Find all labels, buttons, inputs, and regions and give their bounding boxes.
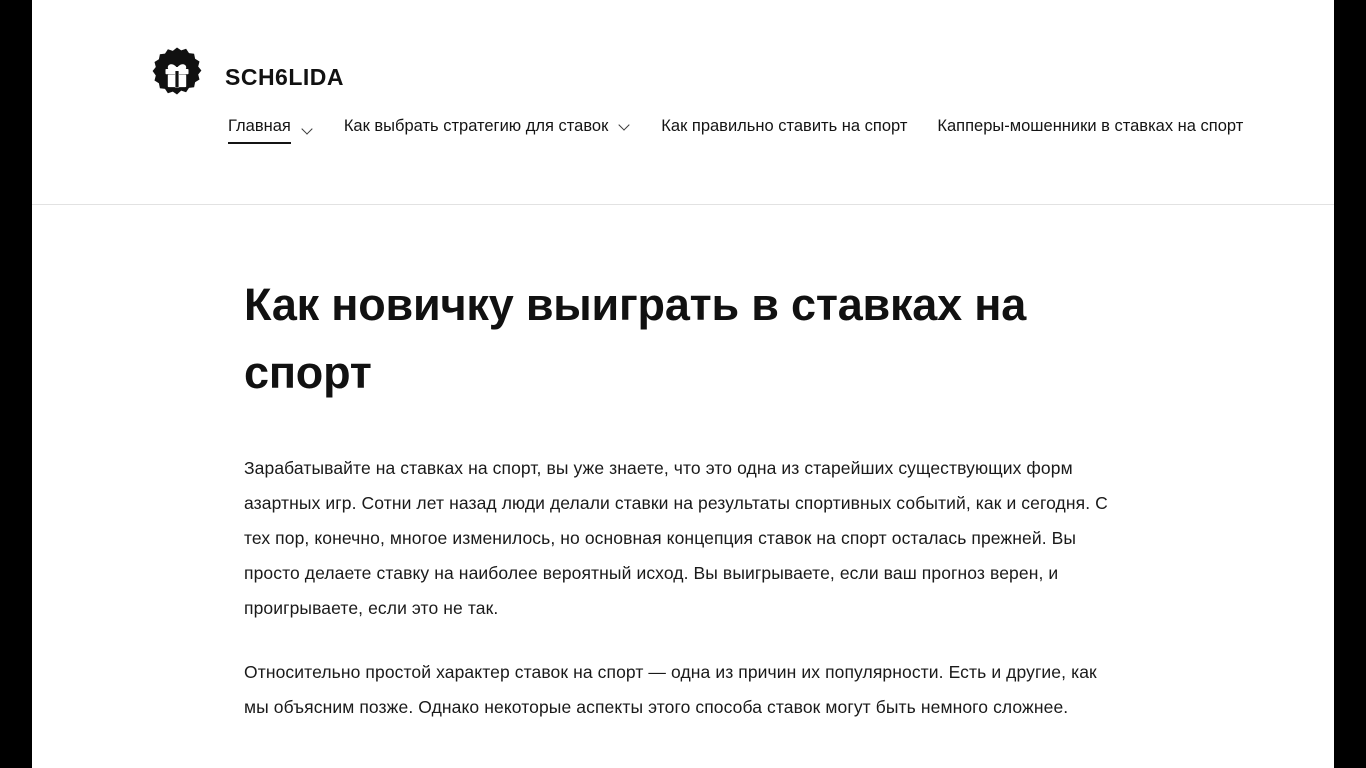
article-paragraph-2: Относительно простой характер ставок на спорт — одна из причин их популярности. Есть и другие, как мы объясним позже. Однако некоторые аспекты этого способа ставок могут быть немного сложнее. (244, 662, 1097, 717)
brand-row (32, 0, 1334, 118)
gift-badge-icon[interactable] (146, 46, 208, 108)
chevron-down-icon[interactable] (303, 124, 314, 135)
nav-item-label: Капперы-мошенники в ставках на спорт (937, 117, 1244, 135)
nav-item-label: Как выбрать стратегию для ставок (343, 117, 609, 135)
nav-item-kak-vybrat-strategiyu[interactable] (344, 118, 631, 144)
article-main (32, 205, 1132, 725)
site-title[interactable]: SCH6LIDA (225, 63, 345, 90)
nav-item-kappery-moshenniki[interactable] (937, 118, 1243, 144)
site-header (32, 0, 1334, 205)
nav-item-label: Как правильно ставить на спорт (661, 117, 908, 135)
nav-item-label: Главная (228, 118, 291, 144)
primary-nav (32, 118, 1334, 204)
article-paragraph-1: Зарабатывайте на ставках на спорт, вы уже знаете, что это одна из старейших существующих форм азартных игр. Сотни лет назад люди делали ставки на результаты спортивных событий, как и сегодня. С тех пор, конечно, многое изменилось, но основная концепция ставок на спорт осталась прежней. Вы просто делаете ставку на наиболее вероятный исход. Вы выигрываете, если ваш прогноз верен, и проигрываете, если это не так. (244, 458, 1108, 618)
nav-item-kak-pravilno-stavit[interactable] (661, 118, 907, 144)
nav-item-glavnaya[interactable] (228, 118, 314, 153)
page-title: Как новичку выиграть в ставках на спорт (244, 279, 1027, 398)
page-canvas (32, 0, 1334, 768)
chevron-down-icon[interactable] (620, 120, 631, 131)
